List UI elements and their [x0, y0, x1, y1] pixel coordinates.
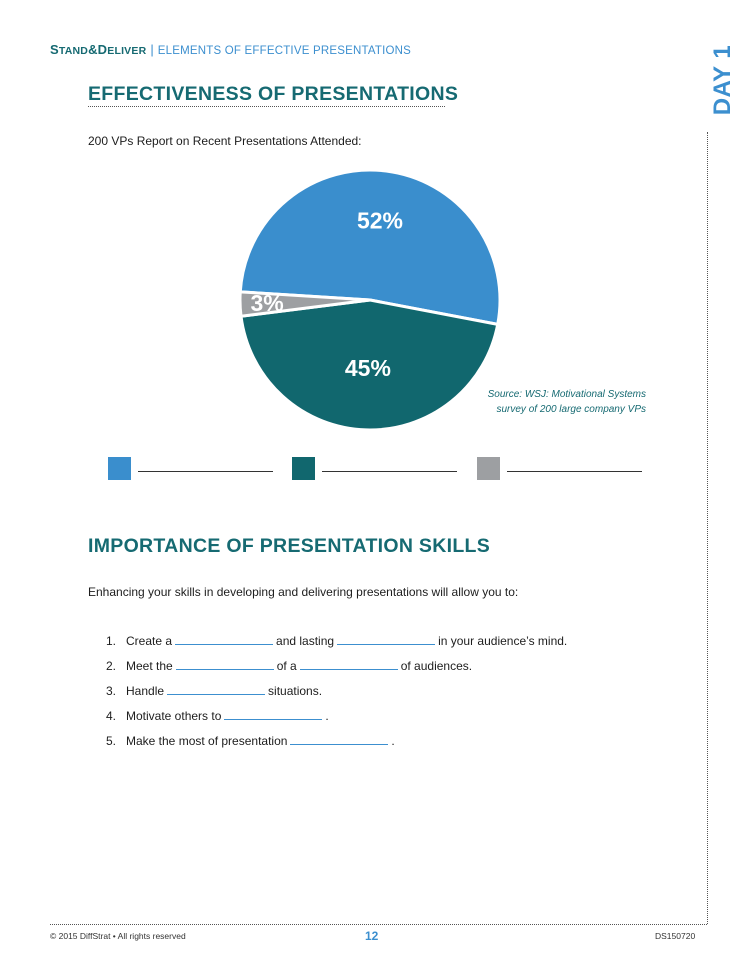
day-tab — [706, 32, 740, 127]
chart-lead-text: 200 VPs Report on Recent Presentations Attended: — [88, 134, 362, 148]
header-subtitle: ELEMENTS OF EFFECTIVE PRESENTATIONS — [157, 45, 411, 57]
legend-swatch — [292, 457, 315, 480]
title-underline — [88, 106, 445, 107]
legend-swatch — [108, 457, 131, 480]
chart-source — [440, 388, 646, 417]
document-header — [50, 42, 411, 57]
fill-in-blank[interactable] — [224, 709, 322, 720]
section-title-importance: IMPORTANCE OF PRESENTATION SKILLS — [88, 535, 491, 557]
source-line-2: survey of 200 large company VPs — [496, 403, 646, 415]
legend-blank-line — [507, 471, 642, 472]
pie-slice-label: 45% — [344, 355, 391, 381]
source-line-1: Source: WSJ: Motivational Systems — [487, 389, 646, 400]
fill-in-blank[interactable] — [176, 659, 274, 670]
skills-list — [106, 634, 567, 759]
legend-blank-line — [138, 471, 273, 472]
fill-in-blank[interactable] — [175, 634, 273, 645]
pie-slice-label: 52% — [356, 207, 404, 234]
page-number: 12 — [365, 929, 379, 943]
document-code: DS150720 — [655, 931, 696, 941]
footer-divider — [50, 924, 707, 925]
list-item: 2. Meet the of a of audiences. — [106, 659, 473, 673]
margin-divider — [707, 132, 708, 924]
fill-in-blank[interactable] — [300, 659, 398, 670]
pie-slice-label: 3% — [250, 290, 284, 317]
fill-in-blank[interactable] — [290, 734, 388, 745]
fill-in-blank[interactable] — [337, 634, 435, 645]
legend-swatch — [477, 457, 500, 480]
brand-logo: STAND&DELIVER — [50, 42, 147, 57]
footer-copyright: © 2015 DiffStrat • All rights reserved — [50, 931, 186, 941]
list-item: 4. Motivate others to . — [106, 709, 329, 723]
list-item: 1. Create a and lasting in your audience’s mind. — [106, 634, 568, 648]
section-title-effectiveness: EFFECTIVENESS OF PRESENTATIONS — [88, 83, 459, 105]
fill-in-blank[interactable] — [167, 684, 265, 695]
header-separator: | — [150, 42, 154, 57]
legend-blank-line — [322, 471, 457, 472]
list-item: 3. Handle situations. — [106, 684, 323, 698]
list-item: 5. Make the most of presentation . — [106, 734, 395, 748]
section-lead-text: Enhancing your skills in developing and delivering presentations will allow you to: — [88, 585, 519, 599]
day-tab-label: DAY 1 — [709, 44, 736, 115]
